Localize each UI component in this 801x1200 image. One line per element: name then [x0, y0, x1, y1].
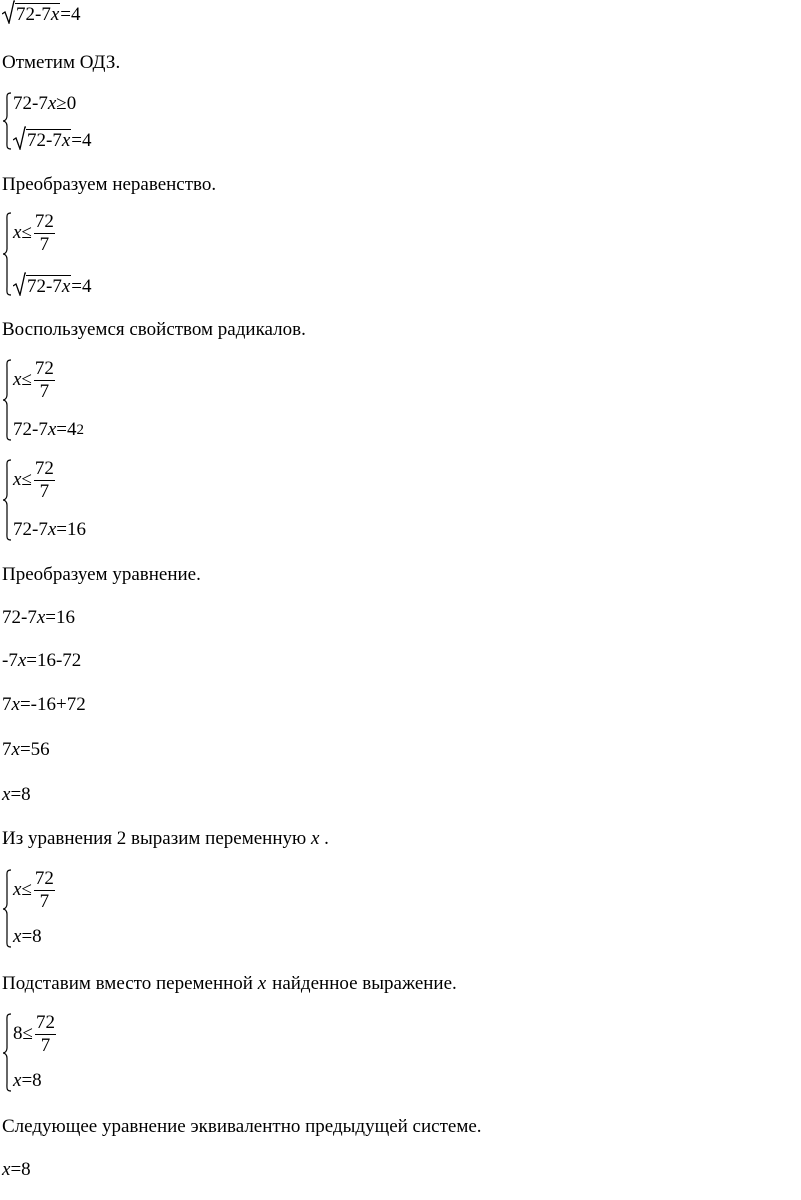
rhs: =8 [21, 1070, 42, 1091]
brace-icon [2, 1013, 12, 1092]
system-row-2 [13, 272, 91, 296]
radicand: 72-7 [27, 276, 62, 297]
rhs: =-16+72 [19, 694, 86, 715]
relation: ≤ [21, 221, 32, 243]
brace-icon [2, 212, 12, 296]
rhs: =16-72 [26, 650, 82, 671]
numerator: 72 [35, 1012, 55, 1033]
exponent: 2 [76, 422, 84, 438]
radical-icon [2, 0, 15, 24]
rhs: =4 [71, 130, 92, 151]
system-row-1 [13, 459, 86, 502]
numerator: 72 [34, 458, 54, 479]
system-row-2 [13, 1071, 56, 1092]
lhs: 72-7 [2, 607, 37, 628]
fraction [34, 869, 55, 912]
variable-x: x [257, 973, 267, 994]
denominator: 7 [39, 480, 50, 502]
rhs: =8 [10, 1159, 31, 1180]
rhs: =8 [10, 784, 31, 805]
system-6 [2, 1013, 56, 1092]
equation-line [2, 740, 50, 759]
variable-x: x [11, 739, 20, 760]
denominator: 7 [39, 233, 50, 255]
transform-inequality-label: Преобразуем неравенство. [2, 174, 217, 195]
lhs: 8 [13, 1022, 23, 1044]
lhs: -7 [2, 650, 18, 671]
system-row-1 [13, 869, 55, 912]
system-row-1 [13, 92, 91, 113]
label-tail: . [319, 828, 329, 849]
numerator: 72 [34, 868, 54, 889]
variable-x: x [2, 1159, 11, 1180]
rhs: =4 [60, 4, 81, 25]
variable-x: x [61, 276, 71, 297]
denominator: 7 [39, 380, 50, 402]
denominator: 7 [39, 890, 50, 912]
lhs: 72-7 [13, 93, 48, 114]
denominator: 7 [40, 1034, 51, 1056]
rhs: =56 [19, 739, 50, 760]
odz-label: Отметим ОДЗ. [2, 52, 121, 73]
fraction [34, 459, 55, 502]
variable-x: x [13, 1070, 22, 1091]
variable-x: x [47, 419, 57, 440]
brace-icon [2, 459, 12, 541]
system-row-1 [13, 212, 91, 255]
system-row-2 [13, 420, 84, 441]
equivalent-label: Следующее уравнение эквивалентно предыдущей системе. [2, 1116, 482, 1137]
relation: ≤ [21, 878, 32, 900]
system-row-1 [13, 1013, 56, 1056]
express-variable-label [2, 829, 329, 848]
system-3 [2, 359, 84, 441]
system-row-1 [13, 359, 84, 402]
variable-x: x [47, 93, 57, 114]
fraction [34, 359, 55, 402]
variable-x: x [36, 607, 46, 628]
relation: ≤ [22, 1022, 33, 1044]
system-row-2 [13, 520, 86, 541]
lhs: 7 [2, 739, 12, 760]
variable-x: x [50, 4, 60, 25]
brace-icon [2, 359, 12, 441]
label-tail: найденное выражение. [272, 973, 457, 994]
variable-x: x [2, 784, 11, 805]
equation-line [2, 695, 86, 714]
relation: ≤ [21, 468, 32, 490]
label-text: Из уравнения 2 выразим переменную [2, 828, 307, 849]
rhs: =8 [21, 926, 42, 947]
brace-icon [2, 92, 12, 150]
transform-equation-label: Преобразуем уравнение. [2, 564, 201, 585]
system-4 [2, 459, 86, 541]
final-answer [2, 1160, 31, 1179]
equation-line [2, 608, 75, 627]
numerator: 72 [34, 211, 54, 232]
radicals-property-label: Воспользуемся свойством радикалов. [2, 319, 306, 340]
system-odz [2, 92, 91, 150]
variable-x: x [61, 130, 71, 151]
relation: ≤ [21, 368, 32, 390]
variable-x: x [11, 694, 20, 715]
equation-line [2, 785, 31, 804]
sqrt-expression [2, 0, 60, 24]
fraction [35, 1013, 56, 1056]
radical-icon [13, 126, 26, 150]
equation-initial [2, 0, 80, 24]
system-row-2 [13, 927, 55, 948]
system-5 [2, 869, 55, 948]
rhs: =16 [56, 519, 86, 540]
brace-icon [2, 869, 12, 948]
lhs: 72-7 [13, 519, 48, 540]
rhs: =16 [45, 607, 75, 628]
equation-line [2, 651, 81, 670]
variable-x: x [13, 878, 22, 900]
variable-x: x [13, 368, 22, 390]
variable-x: x [13, 926, 22, 947]
system-row-2 [13, 126, 91, 150]
numerator: 72 [34, 358, 54, 379]
label-text: Подставим вместо переменной [2, 973, 253, 994]
system-2 [2, 212, 91, 296]
variable-x: x [310, 828, 320, 849]
variable-x: x [17, 650, 27, 671]
rhs: =4 [71, 276, 92, 297]
lhs: 7 [2, 694, 12, 715]
lhs: 72-7 [13, 419, 48, 440]
fraction [34, 212, 55, 255]
variable-x: x [47, 519, 57, 540]
variable-x: x [13, 221, 22, 243]
radical-icon [13, 272, 26, 296]
radicand: 72-7 [16, 4, 51, 25]
relation: ≥0 [56, 93, 77, 114]
radicand: 72-7 [27, 130, 62, 151]
substitute-label [2, 974, 457, 993]
variable-x: x [13, 468, 22, 490]
rhs: =4 [56, 419, 77, 440]
